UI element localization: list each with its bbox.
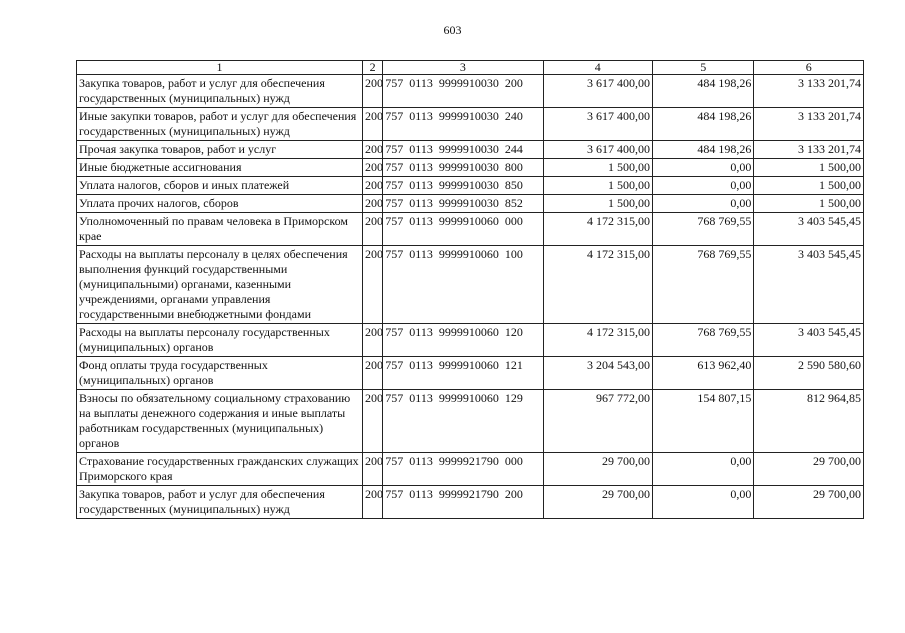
row-col2: 200 <box>362 177 382 195</box>
row-col5: 484 198,26 <box>653 108 754 141</box>
column-header: 4 <box>543 61 653 75</box>
row-col5: 0,00 <box>653 486 754 519</box>
table-row <box>77 75 864 108</box>
row-col6: 1 500,00 <box>754 195 864 213</box>
row-col4: 4 172 315,00 <box>543 213 653 246</box>
table-row <box>77 357 864 390</box>
row-col2: 200 <box>362 108 382 141</box>
table-row <box>77 213 864 246</box>
row-col4: 4 172 315,00 <box>543 246 653 324</box>
column-header: 3 <box>383 61 543 75</box>
row-col5: 768 769,55 <box>653 324 754 357</box>
table-row <box>77 390 864 453</box>
row-col5: 768 769,55 <box>653 246 754 324</box>
row-col6: 3 133 201,74 <box>754 108 864 141</box>
table-row <box>77 159 864 177</box>
row-code: 757 0113 9999910030 800 <box>383 159 543 177</box>
row-name: Страхование государственных гражданских служащих Приморского края <box>77 453 363 486</box>
row-code: 757 0113 9999910030 852 <box>383 195 543 213</box>
table-row <box>77 177 864 195</box>
table-row <box>77 453 864 486</box>
row-col5: 0,00 <box>653 453 754 486</box>
row-col6: 1 500,00 <box>754 159 864 177</box>
row-col5: 0,00 <box>653 159 754 177</box>
table-row <box>77 108 864 141</box>
row-col4: 967 772,00 <box>543 390 653 453</box>
column-header: 1 <box>77 61 363 75</box>
row-name: Прочая закупка товаров, работ и услуг <box>77 141 363 159</box>
row-code: 757 0113 9999910060 121 <box>383 357 543 390</box>
row-col4: 3 617 400,00 <box>543 141 653 159</box>
row-col2: 200 <box>362 141 382 159</box>
row-col4: 4 172 315,00 <box>543 324 653 357</box>
row-col6: 3 403 545,45 <box>754 213 864 246</box>
row-col4: 29 700,00 <box>543 486 653 519</box>
row-code: 757 0113 9999910060 120 <box>383 324 543 357</box>
row-code: 757 0113 9999910030 244 <box>383 141 543 159</box>
column-header: 6 <box>754 61 864 75</box>
row-col6: 29 700,00 <box>754 486 864 519</box>
header-row <box>77 61 864 75</box>
table-row <box>77 324 864 357</box>
row-col5: 0,00 <box>653 177 754 195</box>
row-name: Уполномоченный по правам человека в Приморском крае <box>77 213 363 246</box>
table-row <box>77 246 864 324</box>
row-col6: 3 133 201,74 <box>754 141 864 159</box>
row-col2: 200 <box>362 486 382 519</box>
row-col4: 3 617 400,00 <box>543 75 653 108</box>
row-code: 757 0113 9999910030 240 <box>383 108 543 141</box>
row-name: Расходы на выплаты персоналу государственных (муниципальных) органов <box>77 324 363 357</box>
row-col2: 200 <box>362 195 382 213</box>
row-col4: 3 204 543,00 <box>543 357 653 390</box>
row-col2: 200 <box>362 75 382 108</box>
page-number: 603 <box>443 23 462 37</box>
row-col2: 200 <box>362 324 382 357</box>
row-name: Взносы по обязательному социальному страхованию на выплаты денежного содержания и иные выплаты работникам государственных (муниципальных) органов <box>77 390 363 453</box>
table-row <box>77 141 864 159</box>
row-col6: 1 500,00 <box>754 177 864 195</box>
row-code: 757 0113 9999910060 129 <box>383 390 543 453</box>
row-code: 757 0113 9999910030 850 <box>383 177 543 195</box>
row-col5: 154 807,15 <box>653 390 754 453</box>
row-name: Закупка товаров, работ и услуг для обеспечения государственных (муниципальных) нужд <box>77 486 363 519</box>
row-col5: 613 962,40 <box>653 357 754 390</box>
row-name: Иные закупки товаров, работ и услуг для обеспечения государственных (муниципальных) нужд <box>77 108 363 141</box>
row-name: Иные бюджетные ассигнования <box>77 159 363 177</box>
row-code: 757 0113 9999921790 000 <box>383 453 543 486</box>
row-col4: 1 500,00 <box>543 195 653 213</box>
table-row <box>77 195 864 213</box>
row-col6: 3 133 201,74 <box>754 75 864 108</box>
row-col2: 200 <box>362 213 382 246</box>
table-row <box>77 486 864 519</box>
row-col6: 3 403 545,45 <box>754 246 864 324</box>
row-col4: 1 500,00 <box>543 159 653 177</box>
row-col2: 200 <box>362 246 382 324</box>
row-code: 757 0113 9999910030 200 <box>383 75 543 108</box>
row-col4: 29 700,00 <box>543 453 653 486</box>
column-header: 5 <box>653 61 754 75</box>
row-col5: 768 769,55 <box>653 213 754 246</box>
row-name: Уплата налогов, сборов и иных платежей <box>77 177 363 195</box>
row-name: Уплата прочих налогов, сборов <box>77 195 363 213</box>
budget-table <box>76 60 864 519</box>
row-col2: 200 <box>362 453 382 486</box>
row-col6: 2 590 580,60 <box>754 357 864 390</box>
row-code: 757 0113 9999921790 200 <box>383 486 543 519</box>
row-name: Расходы на выплаты персоналу в целях обеспечения выполнения функций государственными (муниципальными) органами, казенными учреждениями, органами управления государственными внебюджетными фондами <box>77 246 363 324</box>
row-col2: 200 <box>362 357 382 390</box>
row-col4: 3 617 400,00 <box>543 108 653 141</box>
row-code: 757 0113 9999910060 000 <box>383 213 543 246</box>
row-code: 757 0113 9999910060 100 <box>383 246 543 324</box>
row-col2: 200 <box>362 159 382 177</box>
row-col5: 484 198,26 <box>653 75 754 108</box>
row-name: Закупка товаров, работ и услуг для обеспечения государственных (муниципальных) нужд <box>77 75 363 108</box>
row-col6: 3 403 545,45 <box>754 324 864 357</box>
row-col6: 812 964,85 <box>754 390 864 453</box>
row-col6: 29 700,00 <box>754 453 864 486</box>
row-col2: 200 <box>362 390 382 453</box>
row-col5: 484 198,26 <box>653 141 754 159</box>
row-name: Фонд оплаты труда государственных (муниципальных) органов <box>77 357 363 390</box>
row-col5: 0,00 <box>653 195 754 213</box>
column-header: 2 <box>362 61 382 75</box>
row-col4: 1 500,00 <box>543 177 653 195</box>
